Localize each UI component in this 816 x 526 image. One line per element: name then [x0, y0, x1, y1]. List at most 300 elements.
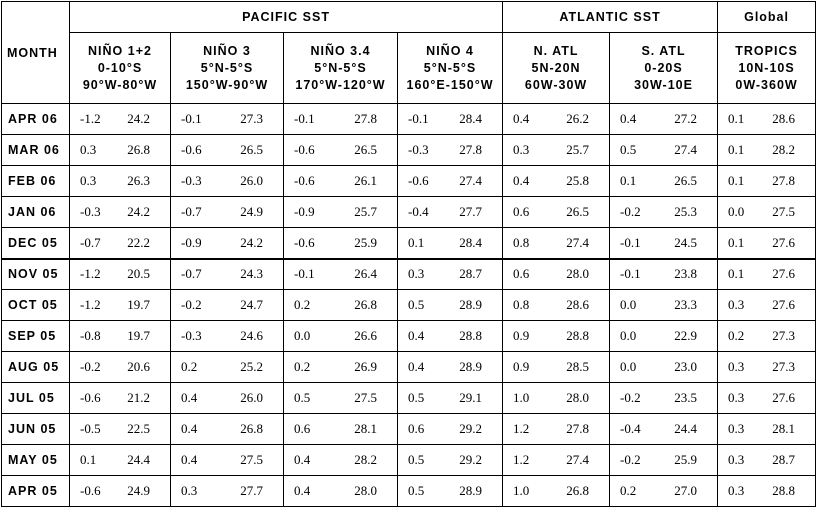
region-name: NIÑO 4: [426, 43, 474, 58]
sst-cell: [503, 290, 610, 321]
anomaly-value: -0.2: [620, 390, 641, 405]
temperature-value: 27.0: [674, 483, 698, 498]
anomaly-value: 0.0: [294, 328, 311, 343]
anomaly-value: -0.3: [181, 173, 202, 188]
temperature-value: 23.0: [674, 359, 698, 374]
temperature-value: 25.8: [566, 173, 590, 188]
temperature-value: 26.5: [354, 142, 377, 157]
anomaly-value: -0.6: [181, 142, 202, 157]
sst-cell: [398, 476, 503, 507]
temperature-value: 25.9: [354, 234, 377, 250]
sst-cell: [284, 352, 398, 383]
temperature-value: 29.1: [459, 390, 483, 405]
anomaly-value: 0.5: [620, 142, 637, 157]
anomaly-value: -0.2: [181, 297, 202, 312]
sst-cell: [70, 383, 171, 414]
sst-cell: [70, 321, 171, 352]
anomaly-value: 0.3: [728, 452, 745, 467]
sst-cell: [171, 135, 284, 166]
sst-cell: [284, 383, 398, 414]
sst-cell: [70, 104, 171, 135]
temperature-value: 28.9: [459, 297, 483, 312]
sst-cell: [398, 445, 503, 476]
temperature-value: 27.2: [674, 111, 698, 126]
sst-cell: [70, 135, 171, 166]
temperature-value: 27.3: [772, 359, 796, 374]
anomaly-value: 0.1: [728, 266, 745, 282]
region-lat: 5N-20N: [531, 60, 581, 75]
anomaly-value: -0.3: [181, 328, 202, 343]
sst-cell: [70, 228, 171, 259]
temperature-value: 26.0: [240, 390, 263, 405]
temperature-value: 28.9: [459, 359, 483, 374]
temperature-value: 24.2: [240, 234, 263, 250]
sst-cell: [503, 166, 610, 197]
temperature-value: 28.7: [772, 452, 796, 467]
sst-cell: [284, 290, 398, 321]
temperature-value: 22.9: [674, 328, 698, 343]
sst-cell: [284, 321, 398, 352]
anomaly-value: 0.3: [728, 359, 745, 374]
sst-cell: [610, 197, 718, 228]
group-header-atlantic: ATLANTIC SST: [503, 2, 718, 33]
anomaly-value: 0.2: [181, 359, 198, 374]
region-lat: 5°N-5°S: [200, 60, 254, 75]
region-header: [610, 33, 718, 104]
temperature-value: 27.6: [772, 234, 796, 250]
temperature-value: 28.9: [459, 483, 483, 498]
sst-cell: [284, 104, 398, 135]
anomaly-value: 0.1: [620, 173, 637, 188]
sst-cell: [171, 445, 284, 476]
anomaly-value: 1.0: [513, 483, 530, 498]
anomaly-value: 0.2: [294, 297, 311, 312]
region-lon: 150°W-90°W: [185, 77, 269, 92]
temperature-value: 28.8: [566, 328, 590, 343]
temperature-value: 26.8: [354, 297, 377, 312]
region-lon: 170°W-120°W: [295, 77, 386, 92]
sst-cell: [70, 259, 171, 290]
temperature-value: 28.7: [459, 266, 483, 282]
temperature-value: 24.4: [127, 452, 150, 467]
month-cell: DEC 05: [2, 228, 70, 259]
anomaly-value: -0.6: [294, 142, 315, 157]
temperature-value: 27.3: [772, 328, 796, 343]
temperature-value: 24.4: [674, 421, 698, 436]
table-row: [2, 290, 816, 321]
table-row: [2, 352, 816, 383]
sst-cell: [503, 197, 610, 228]
anomaly-value: 0.0: [620, 297, 637, 312]
region-header: [171, 33, 284, 104]
anomaly-value: -1.2: [80, 111, 101, 126]
anomaly-value: 0.8: [513, 234, 530, 250]
temperature-value: 28.1: [354, 421, 377, 436]
sst-cell: [610, 104, 718, 135]
temperature-value: 27.3: [240, 111, 263, 126]
region-name: N. ATL: [533, 43, 579, 58]
temperature-value: 28.6: [772, 111, 796, 126]
sst-cell: [610, 445, 718, 476]
temperature-value: 28.8: [772, 483, 796, 498]
temperature-value: 27.4: [459, 173, 483, 188]
anomaly-value: -0.6: [80, 390, 101, 405]
temperature-value: 27.4: [566, 452, 590, 467]
table-row: [2, 321, 816, 352]
temperature-value: 26.1: [354, 173, 377, 188]
sst-cell: [70, 290, 171, 321]
sst-cell: [503, 445, 610, 476]
sst-cell: [70, 445, 171, 476]
sst-cell: [610, 414, 718, 445]
temperature-value: 25.3: [674, 204, 698, 219]
sst-cell: [398, 383, 503, 414]
sst-cell: [398, 228, 503, 259]
sst-cell: [610, 290, 718, 321]
region-name: NIÑO 1+2: [88, 43, 152, 58]
sst-cell: [171, 352, 284, 383]
sst-cell: [718, 414, 816, 445]
temperature-value: 28.0: [566, 390, 590, 405]
anomaly-value: 0.3: [728, 421, 745, 436]
region-lon: 160°E-150°W: [406, 77, 494, 92]
anomaly-value: 0.5: [294, 390, 311, 405]
sst-cell: [610, 476, 718, 507]
sst-cell: [398, 166, 503, 197]
temperature-value: 23.3: [674, 297, 698, 312]
anomaly-value: -0.6: [294, 234, 315, 250]
table-row: [2, 135, 816, 166]
sst-cell: [503, 321, 610, 352]
table-row: [2, 104, 816, 135]
anomaly-value: -0.8: [80, 328, 101, 343]
sst-cell: [284, 259, 398, 290]
region-lon: 30W-10E: [634, 77, 693, 92]
month-cell: APR 06: [2, 104, 70, 135]
sst-cell: [503, 414, 610, 445]
anomaly-value: -0.1: [181, 111, 202, 126]
anomaly-value: 0.3: [80, 173, 97, 188]
month-cell: AUG 05: [2, 352, 70, 383]
temperature-value: 24.5: [674, 234, 698, 250]
anomaly-value: 0.6: [408, 421, 425, 436]
sst-cell: [718, 352, 816, 383]
anomaly-value: -0.1: [620, 266, 641, 282]
region-name: NIÑO 3: [203, 43, 251, 58]
temperature-value: 19.7: [127, 297, 150, 312]
temperature-value: 27.4: [674, 142, 698, 157]
temperature-value: 28.0: [566, 266, 590, 282]
temperature-value: 28.1: [772, 421, 796, 436]
anomaly-value: 0.3: [513, 142, 530, 157]
sst-cell: [398, 352, 503, 383]
anomaly-value: 0.4: [181, 452, 198, 467]
sst-cell: [718, 135, 816, 166]
anomaly-value: 0.1: [728, 142, 745, 157]
table-row: [2, 259, 816, 290]
anomaly-value: 1.0: [513, 390, 530, 405]
sst-cell: [284, 166, 398, 197]
temperature-value: 28.0: [354, 483, 377, 498]
anomaly-value: 0.0: [620, 359, 637, 374]
sst-cell: [398, 414, 503, 445]
temperature-value: 24.3: [240, 266, 263, 282]
temperature-value: 26.9: [354, 359, 377, 374]
sst-cell: [718, 290, 816, 321]
anomaly-value: -0.4: [408, 204, 429, 219]
sst-cell: [284, 197, 398, 228]
anomaly-value: -0.1: [620, 234, 641, 250]
sst-cell: [503, 476, 610, 507]
temperature-value: 27.7: [240, 483, 263, 498]
temperature-value: 29.2: [459, 452, 483, 467]
sst-cell: [171, 383, 284, 414]
temperature-value: 25.2: [240, 359, 263, 374]
anomaly-value: 0.4: [294, 452, 311, 467]
temperature-value: 27.6: [772, 297, 796, 312]
sst-cell: [398, 197, 503, 228]
anomaly-value: 1.2: [513, 421, 530, 436]
anomaly-value: -0.2: [80, 359, 101, 374]
temperature-value: 26.8: [240, 421, 263, 436]
anomaly-value: 0.4: [294, 483, 311, 498]
temperature-value: 28.8: [459, 328, 483, 343]
table-row: [2, 414, 816, 445]
sst-cell: [171, 321, 284, 352]
anomaly-value: 0.4: [181, 421, 198, 436]
anomaly-value: 0.3: [728, 483, 745, 498]
temperature-value: 27.6: [772, 266, 796, 282]
temperature-value: 25.7: [566, 142, 590, 157]
temperature-value: 26.8: [127, 142, 150, 157]
temperature-value: 23.8: [674, 266, 698, 282]
sst-cell: [171, 104, 284, 135]
sst-cell: [171, 197, 284, 228]
anomaly-value: 0.4: [181, 390, 198, 405]
anomaly-value: 1.2: [513, 452, 530, 467]
anomaly-value: -0.1: [408, 111, 429, 126]
temperature-value: 26.6: [354, 328, 377, 343]
sst-cell: [284, 228, 398, 259]
temperature-value: 26.5: [566, 204, 590, 219]
anomaly-value: -0.4: [620, 421, 641, 436]
anomaly-value: 0.1: [728, 173, 745, 188]
sst-cell: [503, 104, 610, 135]
region-lat: 10N-10S: [738, 60, 795, 75]
region-header: [70, 33, 171, 104]
anomaly-value: -0.6: [408, 173, 429, 188]
temperature-value: 28.2: [772, 142, 796, 157]
temperature-value: 27.5: [772, 204, 796, 219]
sst-cell: [171, 414, 284, 445]
month-cell: JUL 05: [2, 383, 70, 414]
anomaly-value: 0.3: [80, 142, 97, 157]
sst-cell: [503, 352, 610, 383]
temperature-value: 27.8: [354, 111, 377, 126]
temperature-value: 28.5: [566, 359, 590, 374]
anomaly-value: 0.0: [728, 204, 745, 219]
temperature-value: 24.2: [127, 111, 150, 126]
sst-cell: [284, 445, 398, 476]
sst-cell: [718, 445, 816, 476]
temperature-value: 21.2: [127, 390, 150, 405]
anomaly-value: 0.9: [513, 328, 530, 343]
sst-cell: [718, 383, 816, 414]
sst-cell: [718, 259, 816, 290]
temperature-value: 24.2: [127, 204, 150, 219]
sst-cell: [284, 135, 398, 166]
month-cell: FEB 06: [2, 166, 70, 197]
sst-cell: [610, 383, 718, 414]
temperature-value: 20.6: [127, 359, 150, 374]
sst-cell: [171, 166, 284, 197]
anomaly-value: -1.2: [80, 266, 101, 282]
anomaly-value: 0.3: [728, 297, 745, 312]
temperature-value: 22.2: [127, 234, 150, 250]
temperature-value: 19.7: [127, 328, 150, 343]
anomaly-value: -0.2: [620, 452, 641, 467]
temperature-value: 28.6: [566, 297, 590, 312]
anomaly-value: 0.3: [408, 266, 425, 282]
temperature-value: 26.4: [354, 266, 377, 282]
anomaly-value: 0.2: [728, 328, 745, 343]
anomaly-value: 0.6: [294, 421, 311, 436]
temperature-value: 27.7: [459, 204, 483, 219]
anomaly-value: 0.1: [80, 452, 97, 467]
month-cell: SEP 05: [2, 321, 70, 352]
sst-cell: [718, 166, 816, 197]
sst-cell: [398, 321, 503, 352]
temperature-value: 28.4: [459, 111, 483, 126]
temperature-value: 26.5: [240, 142, 263, 157]
anomaly-value: 0.4: [513, 111, 530, 126]
table-row: [2, 166, 816, 197]
sst-table: [1, 1, 816, 507]
sst-cell: [171, 476, 284, 507]
anomaly-value: -0.7: [181, 204, 202, 219]
temperature-value: 28.2: [354, 452, 377, 467]
anomaly-value: -0.7: [181, 266, 202, 282]
sst-cell: [171, 259, 284, 290]
sst-cell: [70, 197, 171, 228]
temperature-value: 26.0: [240, 173, 263, 188]
temperature-value: 26.5: [674, 173, 698, 188]
anomaly-value: 0.4: [620, 111, 637, 126]
sst-cell: [503, 383, 610, 414]
sst-cell: [718, 228, 816, 259]
temperature-value: 27.5: [240, 452, 263, 467]
anomaly-value: 0.5: [408, 390, 425, 405]
region-lat: 0-10°S: [97, 60, 143, 75]
sst-cell: [70, 352, 171, 383]
sst-cell: [70, 476, 171, 507]
sst-cell: [610, 259, 718, 290]
anomaly-value: 0.6: [513, 266, 530, 282]
temperature-value: 25.7: [354, 204, 377, 219]
sst-cell: [610, 352, 718, 383]
temperature-value: 24.9: [127, 483, 150, 498]
group-header-global: Global: [718, 2, 816, 33]
sst-cell: [503, 228, 610, 259]
table-row: [2, 228, 816, 259]
anomaly-value: 0.1: [728, 234, 745, 250]
anomaly-value: -0.3: [408, 142, 429, 157]
anomaly-value: 0.5: [408, 483, 425, 498]
anomaly-value: -0.6: [294, 173, 315, 188]
region-lon: 90°W-80°W: [82, 77, 158, 92]
anomaly-value: 0.5: [408, 452, 425, 467]
sst-cell: [610, 135, 718, 166]
anomaly-value: -0.3: [80, 204, 101, 219]
sst-cell: [70, 166, 171, 197]
region-lon: 60W-30W: [524, 77, 588, 92]
temperature-value: 22.5: [127, 421, 150, 436]
sst-cell: [718, 104, 816, 135]
temperature-value: 20.5: [127, 266, 150, 282]
month-cell: APR 05: [2, 476, 70, 507]
sst-cell: [398, 259, 503, 290]
anomaly-value: 0.1: [408, 234, 425, 250]
temperature-value: 24.9: [240, 204, 263, 219]
anomaly-value: 0.2: [620, 483, 637, 498]
sst-cell: [398, 290, 503, 321]
temperature-value: 29.2: [459, 421, 483, 436]
month-cell: OCT 05: [2, 290, 70, 321]
sst-cell: [284, 414, 398, 445]
temperature-value: 24.7: [240, 297, 263, 312]
anomaly-value: 0.3: [181, 483, 198, 498]
anomaly-value: -0.1: [294, 111, 315, 126]
sst-cell: [70, 414, 171, 445]
anomaly-value: -0.7: [80, 234, 101, 250]
temperature-value: 26.3: [127, 173, 150, 188]
sst-cell: [171, 290, 284, 321]
month-cell: JUN 05: [2, 414, 70, 445]
region-name: TROPICS: [735, 43, 798, 58]
temperature-value: 27.8: [459, 142, 483, 157]
temperature-value: 24.6: [240, 328, 263, 343]
sst-cell: [503, 135, 610, 166]
month-cell: NOV 05: [2, 259, 70, 290]
table-row: [2, 383, 816, 414]
temperature-value: 25.9: [674, 452, 698, 467]
month-cell: MAY 05: [2, 445, 70, 476]
anomaly-value: 0.5: [408, 297, 425, 312]
anomaly-value: 0.0: [620, 328, 637, 343]
temperature-value: 26.2: [566, 111, 590, 126]
month-cell: JAN 06: [2, 197, 70, 228]
table-row: [2, 476, 816, 507]
temperature-value: 28.4: [459, 234, 483, 250]
group-header-pacific: PACIFIC SST: [70, 2, 503, 33]
anomaly-value: -0.9: [181, 234, 202, 250]
anomaly-value: -0.2: [620, 204, 641, 219]
anomaly-value: 0.2: [294, 359, 311, 374]
anomaly-value: 0.4: [408, 359, 425, 374]
sst-cell: [718, 321, 816, 352]
region-header: [718, 33, 816, 104]
region-lat: 5°N-5°S: [423, 60, 477, 75]
sst-cell: [398, 135, 503, 166]
region-header: [398, 33, 503, 104]
temperature-value: 27.8: [772, 173, 796, 188]
anomaly-value: -0.6: [80, 483, 101, 498]
temperature-value: 27.4: [566, 234, 590, 250]
anomaly-value: -0.1: [294, 266, 315, 282]
anomaly-value: -0.5: [80, 421, 101, 436]
temperature-value: 27.5: [354, 390, 377, 405]
anomaly-value: 0.6: [513, 204, 530, 219]
